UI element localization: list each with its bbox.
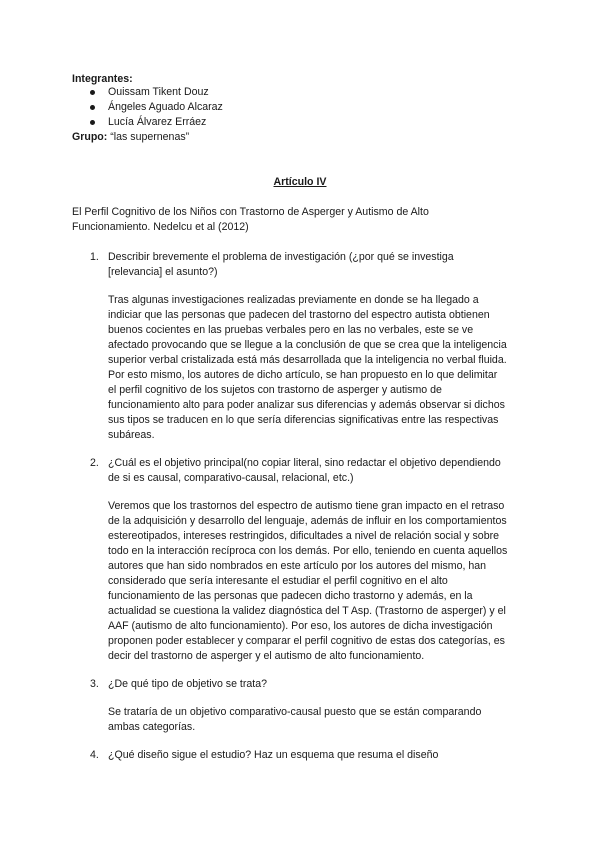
members-label: Integrantes: (72, 73, 133, 85)
question-text: ¿Cuál es el objetivo principal(no copiar literal, sino redactar el objetivo dependiendo (108, 457, 501, 469)
question-text: de si es causal, comparativo-causal, relacional, etc.) (108, 472, 354, 484)
bullet-icon (90, 105, 95, 110)
member-item: Ouissam Tikent Douz (108, 86, 209, 98)
answer-line: Por esto mismo, los autores de dicho artículo, se han propuesto en lo que delimitar (108, 369, 498, 381)
answer-line: funcionamiento alto para poder analizar sus diferencias y además observar si dichos (108, 399, 505, 411)
question-text: [relevancia] el asunto?) (108, 266, 218, 278)
answer-line: Veremos que los trastornos del espectro de autismo tiene gran impacto en el retraso (108, 500, 505, 512)
reference-line: El Perfil Cognitivo de los Niños con Trastorno de Asperger y Autismo de Alto (72, 206, 429, 218)
reference-line: Funcionamiento. Nedelcu et al (2012) (72, 221, 249, 233)
question-number: 3. (90, 678, 99, 690)
question-text: ¿De qué tipo de objetivo se trata? (108, 678, 268, 690)
answer-line: autores que han sido nombrados en este artículo por los autores del mismo, han (108, 560, 487, 572)
answer-line: ambas categorías. (108, 721, 196, 733)
answer-line: Se trataría de un objetivo comparativo-causal puesto que se están comparando (108, 706, 482, 718)
answer-line: subáreas. (108, 429, 155, 441)
member-item: Ángeles Aguado Alcaraz (108, 101, 223, 113)
answer-line: estereotipados, intereses restringidos, dificultades a nivel de relación social y sobre (108, 530, 500, 542)
group-line (72, 131, 189, 144)
answer-line: sus tipos se traducen en lo que sería diferencias significativas entre las respectivas (108, 414, 499, 426)
answer-line: proponen poder establecer y comparar el perfil cognitivo de estas dos categorías, es (108, 635, 505, 647)
question-number: 4. (90, 749, 99, 761)
answer-line: buenos cocientes en las pruebas verbales pero en las no verbales, este se ve (108, 324, 474, 336)
answer-line: superior verbal cristalizada está más desarrollada que la inteligencia no verbal fluida. (108, 354, 507, 366)
answer-line: funcionamiento de las personas que padecen dicho trastorno y además, en la (108, 590, 473, 602)
question-number: 1. (90, 251, 99, 263)
group-label: Grupo: (72, 131, 108, 143)
question-number: 2. (90, 457, 99, 469)
answer-line: considerado que sería interesante el estudiar el perfil cognitivo en el alto (108, 575, 448, 587)
answer-line: todo en la interacción recíproca con los demás. Por ello, teniendo en cuenta aquellos (108, 545, 508, 557)
answer-line: Tras algunas investigaciones realizadas previamente en donde se ha llegado a (108, 294, 479, 306)
member-item: Lucía Álvarez Erráez (108, 116, 207, 128)
answer-line: afectado provocando que se llegue a la conclusión de que se crea que la inteligencia (108, 339, 507, 351)
answer-line: decir del trastorno de asperger y el autismo de alto funcionamiento. (108, 650, 425, 662)
answer-line: AAF (autismo de alto funcionamiento). Por eso, los autores de dicha investigación (108, 620, 493, 632)
question-text: ¿Qué diseño sigue el estudio? Haz un esquema que resuma el diseño (108, 749, 439, 761)
answer-line: el perfil cognitivo de los sujetos con trastorno de asperger y autismo de (108, 384, 442, 396)
bullet-icon (90, 90, 95, 95)
answer-line: actualidad se cuestiona la validez diagnóstica del T Asp. (Trastorno de asperger) y el (108, 605, 506, 617)
group-value: “las supernenas” (110, 131, 190, 143)
bullet-icon (90, 120, 95, 125)
answer-line: de la adquisición y desarrollo del lenguaje, además de influir en los comportamientos (108, 515, 507, 527)
article-title: Artículo IV (273, 176, 327, 188)
question-text: Describir brevemente el problema de investigación (¿por qué se investiga (108, 251, 454, 263)
answer-line: indiciar que las personas que padecen del trastorno del espectro autista obtienen (108, 309, 490, 321)
